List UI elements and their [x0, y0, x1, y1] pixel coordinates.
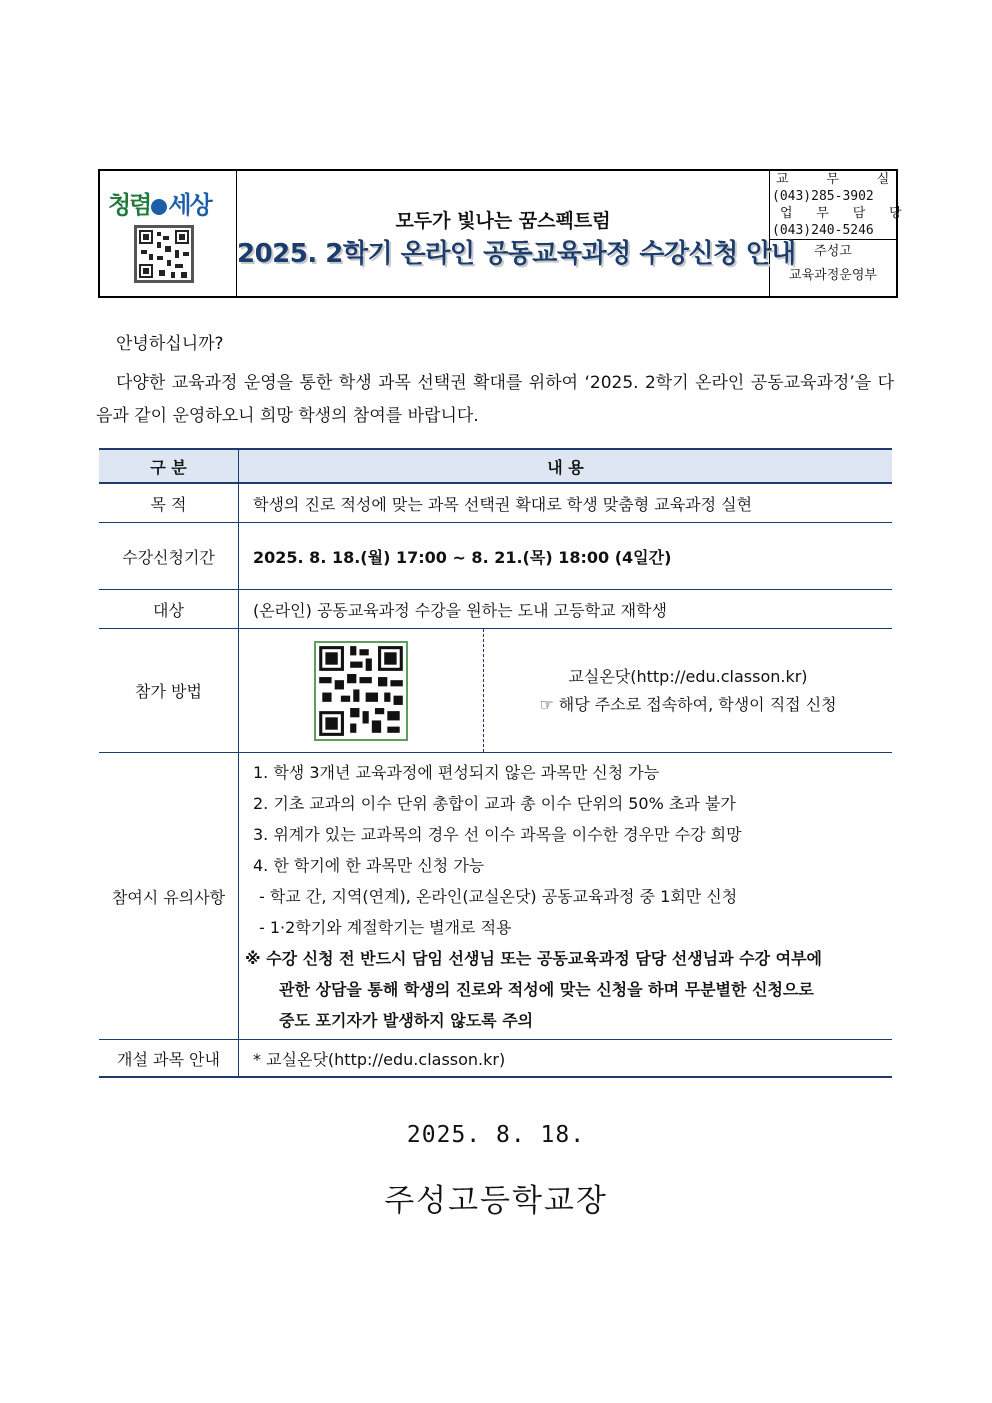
notes-value: [239, 753, 893, 1040]
method-note: ☞ 해당 주소로 접속하여, 학생이 직접 신청: [539, 694, 837, 714]
document-date: 2025. 8. 18.: [406, 1122, 586, 1148]
greeting: 안녕하십니까?: [116, 334, 224, 354]
intro-paragraph: 다양한 교육과정 운영을 통한 학생 과목 선택권 확대를 위하여 ‘2025. 2학기 온라인 공동교육과정’을 다음과 같이 운영하오니 희망 학생의 참여를 바랍니다.: [96, 373, 894, 426]
table-row: [99, 590, 892, 629]
warning-line: 중도 포기자가 발생하지 않도록 주의: [279, 1010, 534, 1030]
note-item: 3. 위계가 있는 교과목의 경우 선 이수 과목을 이수한 경우만 수강 희망: [253, 824, 742, 844]
warning-line: ※ 수강 신청 전 반드시 담임 선생님 또는 공동교육과정 담당 선생님과 수강 여부에: [245, 948, 822, 968]
school-name: 주성고: [814, 244, 852, 259]
document-title: [237, 233, 796, 270]
document-header: [98, 169, 910, 298]
office-label: 교 무 실: [776, 172, 905, 187]
open-key: 개설 과목 안내: [99, 1040, 239, 1078]
signature: 주성고등학교장: [384, 1183, 608, 1219]
method-key: 참가 방법: [99, 629, 239, 753]
title-area: [237, 171, 796, 296]
note-item: 4. 한 학기에 한 과목만 신청 가능: [253, 855, 485, 875]
logo-badge-icon: [151, 199, 167, 215]
logo-area: [100, 171, 237, 296]
logo-text-b: 세상: [168, 190, 211, 219]
info-table: [99, 448, 892, 1078]
warning-line: 관한 상담을 통해 학생의 진로와 적성에 맞는 신청을 하며 무분별한 신청으로: [279, 979, 814, 999]
office-phone: (043)285-3902: [772, 189, 874, 204]
period-value: 2025. 8. 18.(월) 17:00 ~ 8. 21.(목) 18:00 (4일간): [239, 523, 893, 590]
note-item: 2. 기초 교과의 이수 단위 총합이 교과 총 이수 단위의 50% 초과 불가: [253, 793, 736, 813]
note-item: 1. 학생 3개년 교육과정에 편성되지 않은 과목만 신청 가능: [253, 762, 660, 782]
classon-link[interactable]: 교실온닷(http://edu.classon.kr): [568, 666, 808, 686]
logo-text-a: 청렴: [108, 190, 151, 219]
staff-label: 업 무 담 당: [780, 206, 910, 221]
qr-cell: [239, 629, 484, 753]
table-row: [99, 629, 892, 753]
goal-key: 목 적: [99, 483, 239, 523]
header-value: 내 용: [239, 449, 893, 483]
target-value: (온라인) 공동교육과정 수강을 원하는 도내 고등학교 재학생: [239, 590, 893, 629]
method-value: [484, 629, 893, 753]
staff-phone: (043)240-5246: [770, 222, 896, 240]
table-row: [99, 753, 892, 1040]
qr-code-icon[interactable]: [314, 641, 408, 741]
document-title-text: 2025. 2학기 온라인 공동교육과정 수강신청 안내: [237, 239, 796, 269]
table-row: [99, 1040, 892, 1078]
table-row: [99, 483, 892, 523]
department-name: 교육과정운영부: [789, 268, 877, 283]
note-subitem: - 학교 간, 지역(연계), 온라인(교실온닷) 공동교육과정 중 1회만 신청: [259, 886, 738, 906]
notes-key: 참여시 유의사항: [99, 753, 239, 1040]
document-subtitle: 모두가 빛나는 꿈스펙트럼: [395, 210, 611, 232]
integrity-logo: [108, 185, 211, 220]
note-subitem: - 1·2학기와 계절학기는 별개로 적용: [259, 917, 512, 937]
target-key: 대상: [99, 590, 239, 629]
period-key: 수강신청기간: [99, 523, 239, 590]
table-row: [99, 523, 892, 590]
contact-box: [770, 171, 910, 296]
table-header-row: [99, 449, 892, 483]
open-value[interactable]: * 교실온닷(http://edu.classon.kr): [239, 1040, 893, 1078]
goal-value: 학생의 진로 적성에 맞는 과목 선택권 확대로 학생 맞춤형 교육과정 실현: [239, 483, 893, 523]
header-key: 구 분: [99, 449, 239, 483]
small-qr-code-icon: [134, 225, 194, 283]
